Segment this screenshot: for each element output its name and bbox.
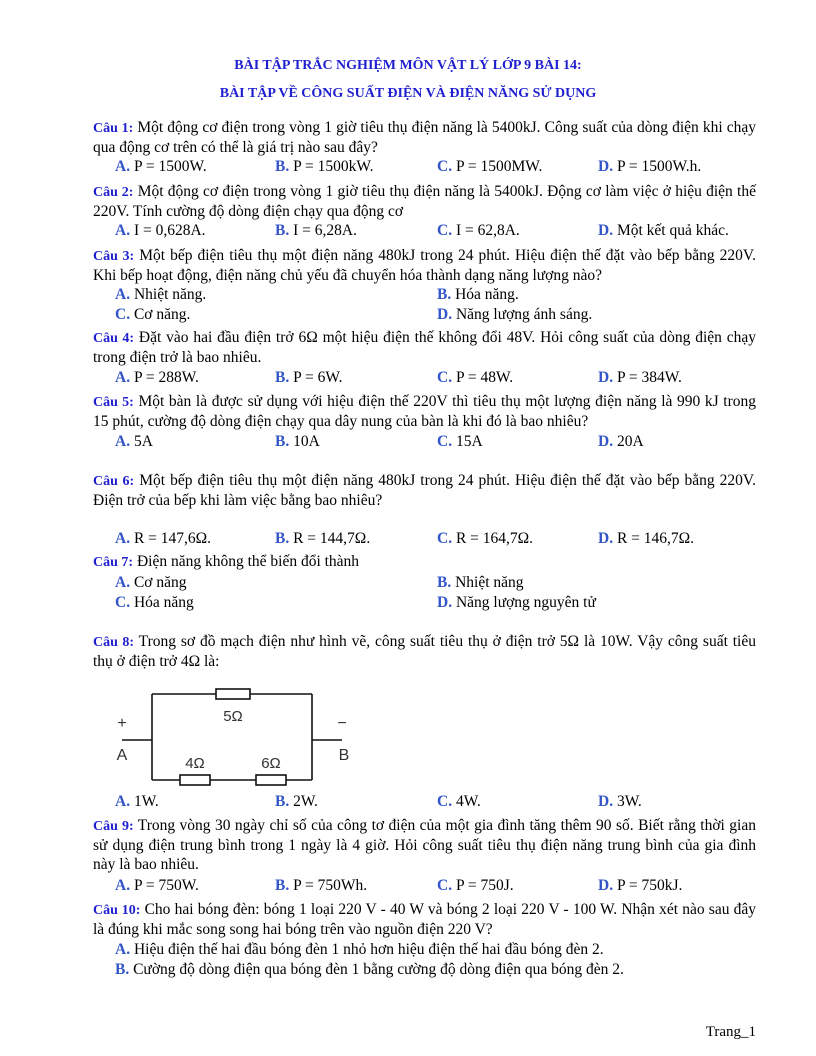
option-b: B. 2W. — [275, 793, 318, 810]
option-b: B. P = 6W. — [275, 369, 343, 386]
plus-sign: + — [117, 715, 127, 732]
question-label: Câu 7: — [93, 555, 134, 570]
options-row — [0, 285, 816, 304]
option-d: D. R = 146,7Ω. — [598, 530, 695, 547]
question-text: Một động cơ điện trong vòng 1 giờ tiêu thụ điện năng là 5400kJ. Động cơ làm việc ở hiệu điện thế 220V. Tính cường độ dòng điện chạy qua động cơ — [93, 183, 756, 220]
option-d: D. 3W. — [598, 793, 642, 810]
question-label: Câu 2: — [93, 185, 134, 200]
question-text: Một bếp điện tiêu thụ một điện năng 480kJ trong 24 phút. Hiệu điện thế đặt vào bếp bằng 220V. Điện trở của bếp khi làm việc bằng bao nhiêu? — [93, 472, 757, 509]
question-4 — [93, 328, 756, 367]
option-d: D. 20A — [598, 433, 644, 450]
question-label: Câu 9: — [93, 819, 134, 834]
option-a: A. 1W. — [115, 793, 159, 810]
option-d: D. P = 384W. — [598, 369, 682, 386]
resistor-6-ohm — [256, 775, 286, 785]
options-row — [0, 593, 816, 612]
label-4-ohm: 4Ω — [185, 755, 205, 772]
question-6 — [93, 471, 756, 510]
question-3 — [93, 246, 756, 285]
options-row — [0, 368, 816, 387]
option-b: B. P = 750Wh. — [275, 877, 368, 894]
option-d: D. Một kết quả khác. — [598, 222, 729, 239]
question-label: Câu 6: — [93, 474, 135, 489]
option-b: B. Hóa năng. — [437, 286, 519, 303]
question-text: Trong vòng 30 ngày chỉ số của công tơ điện của một gia đình tăng thêm 90 số. Biết rằng thời gian sử dụng điện trung bình trong 1 ngày là 4 giờ. Hỏi công suất tiêu thụ điện năng trung bình của gia đình này là bao nhiêu. — [93, 817, 756, 873]
options-row — [0, 573, 816, 592]
options-row — [0, 529, 816, 548]
question-text: Cho hai bóng đèn: bóng 1 loại 220 V - 40 W và bóng 2 loại 220 V - 100 W. Nhận xét nào sau đây là đúng khi mắc song song hai bóng trên vào nguồn điện 220 V? — [93, 901, 757, 938]
option-c: C. P = 750J. — [437, 877, 514, 894]
option-d: D. Năng lượng ánh sáng. — [437, 306, 593, 323]
option-a: A. P = 288W. — [115, 369, 199, 386]
question-label: Câu 4: — [93, 331, 135, 346]
option-b: B. I = 6,28A. — [275, 222, 357, 239]
question-label: Câu 3: — [93, 249, 135, 264]
options-row — [0, 432, 816, 451]
circuit-diagram — [110, 680, 360, 790]
question-label: Câu 8: — [93, 635, 135, 650]
question-text: Một động cơ điện trong vòng 1 giờ tiêu thụ điện năng là 5400kJ. Công suất của dòng điện khi chạy qua động cơ trên có thể là giá trị nào sau đây? — [93, 119, 756, 156]
question-text: Một bàn là được sử dụng với hiệu điện thế 220V thì tiêu thụ một lượng điện năng là 990 kJ trong 15 phút, cường độ dòng điện chạy qua dây nung của bàn là khi đó là bao nhiêu? — [93, 393, 757, 430]
minus-sign: − — [337, 715, 347, 732]
title-line-1: BÀI TẬP TRẮC NGHIỆM MÔN VẬT LÝ LỚP 9 BÀI 14: — [234, 58, 582, 73]
label-5-ohm: 5Ω — [223, 708, 243, 725]
option-a: A. Nhiệt năng. — [115, 286, 207, 303]
terminal-a: A — [116, 747, 128, 764]
question-10 — [93, 900, 756, 939]
option-b: B. Cường độ dòng điện qua bóng đèn 1 bằng cường độ dòng điện qua bóng đèn 2. — [115, 961, 624, 978]
resistor-4-ohm — [180, 775, 210, 785]
option-a: A. I = 0,628A. — [115, 222, 206, 239]
option-b: B. 10A — [275, 433, 320, 450]
option-c: C. Hóa năng — [115, 594, 194, 611]
option-c: C. R = 164,7Ω. — [437, 530, 534, 547]
options-row — [0, 221, 816, 240]
question-label: Câu 5: — [93, 395, 134, 410]
option-c: C. I = 62,8A. — [437, 222, 520, 239]
option-a: A. Cơ năng — [115, 574, 187, 591]
option-b: B. P = 1500kW. — [275, 158, 374, 175]
option-c: C. 15A — [437, 433, 483, 450]
option-b: B. Nhiệt năng — [437, 574, 524, 591]
question-label: Câu 10: — [93, 903, 141, 918]
question-5 — [93, 392, 756, 431]
options-row — [0, 305, 816, 324]
option-d: D. P = 1500W.h. — [598, 158, 702, 175]
question-8 — [93, 632, 756, 671]
option-a: A. P = 1500W. — [115, 158, 207, 175]
option-a: A. P = 750W. — [115, 877, 199, 894]
option-a: A. 5A — [115, 433, 153, 450]
title-line-2: BÀI TẬP VỀ CÔNG SUẤT ĐIỆN VÀ ĐIỆN NĂNG SỬ DỤNG — [219, 86, 597, 101]
options-row — [0, 960, 816, 979]
question-text: Trong sơ đồ mạch điện như hình vẽ, công suất tiêu thụ ở điện trở 5Ω là 10W. Vậy công suất tiêu thụ ở điện trở 4Ω là: — [93, 633, 756, 670]
question-text: Đặt vào hai đầu điện trở 6Ω một hiệu điện thế không đổi 48V. Hỏi công suất của dòng điện chạy trong điện trở là bao nhiêu. — [93, 329, 757, 366]
question-text: Điện năng không thể biến đổi thành — [136, 553, 360, 570]
option-c: C. 4W. — [437, 793, 481, 810]
question-2 — [93, 182, 756, 221]
options-row — [0, 940, 816, 959]
label-6-ohm: 6Ω — [261, 755, 281, 772]
option-c: C. P = 48W. — [437, 369, 514, 386]
resistor-5-ohm — [216, 689, 250, 699]
option-c: C. P = 1500MW. — [437, 158, 543, 175]
options-row — [0, 876, 816, 895]
question-1 — [93, 118, 756, 157]
option-a: A. Hiệu điện thế hai đầu bóng đèn 1 nhỏ hơn hiệu điện thế hai đầu bóng đèn 2. — [115, 941, 604, 958]
terminal-b: B — [338, 747, 350, 764]
option-d: D. Năng lượng nguyên tử — [437, 594, 596, 611]
option-d: D. P = 750kJ. — [598, 877, 683, 894]
question-9 — [93, 816, 756, 874]
options-row — [0, 157, 816, 176]
question-text: Một bếp điện tiêu thụ một điện năng 480kJ trong 24 phút. Hiệu điện thế đặt vào bếp bằng 220V. Khi bếp hoạt động, điện năng chủ yếu đã chuyển hóa thành dạng năng lượng nào? — [93, 247, 757, 284]
question-7 — [93, 552, 756, 572]
option-a: A. R = 147,6Ω. — [115, 530, 212, 547]
question-label: Câu 1: — [93, 121, 134, 136]
page-number: Trang_1 — [705, 1024, 756, 1040]
option-b: B. R = 144,7Ω. — [275, 530, 371, 547]
option-c: C. Cơ năng. — [115, 306, 191, 323]
options-row — [0, 792, 816, 811]
